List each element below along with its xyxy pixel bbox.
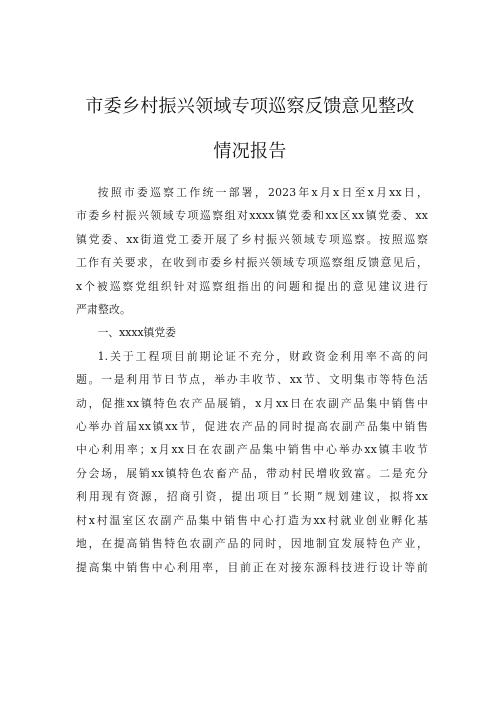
item-1-line: 地，在提高销售特色农副产品的同时，因地制宜发展特色产业，: [76, 537, 428, 551]
intro-line: 镇党委、xx街道党工委开展了乡村振兴领域专项巡察。按照巡察: [76, 232, 428, 246]
intro-line: 市委乡村振兴领域专项巡察组对xxxx镇党委和xx区xx镇党委、xx: [76, 209, 428, 223]
item-1-line: 1.关于工程项目前期论证不充分，财政资金利用率不高的问: [97, 349, 428, 363]
item-1-line: 村x村温室区农副产品集中销售中心打造为xx村就业创业孵化基: [76, 513, 428, 527]
intro-line: x个被巡察党组织针对巡察组指出的问题和提出的意见建议进行: [76, 279, 428, 293]
item-1-line: 利用现有资源，招商引资，提出项目“长期”规划建议，拟将xx: [76, 490, 428, 504]
item-1-line: 心举办首届xx镇xx节，促进农产品的同时提高农副产品集中销售: [76, 420, 428, 434]
item-1-line: 中心利用率；x月xx日在农副产品集中销售中心举办xx镇丰收节: [76, 443, 428, 457]
item-1-paragraph: [76, 345, 428, 579]
document-title-line-2: 情况报告: [213, 141, 287, 162]
intro-line: 按照市委巡察工作统一部署，2023年x月x日至x月xx日，: [97, 186, 428, 199]
item-1-line: 动，促推xx镇特色农产品展销，x月xx日在农副产品集中销售中: [76, 396, 428, 410]
item-1-line: 题。一是利用节日节点，举办丰收节、xx节、文明集市等特色活: [76, 373, 428, 387]
intro-paragraph: [76, 181, 428, 321]
document-body: [76, 181, 428, 579]
section-heading: 一、xxxx镇党委: [97, 326, 176, 340]
document-title-line-1: 市委乡村振兴领域专项巡察反馈意见整改: [85, 96, 415, 117]
item-1-line: 提高集中销售中心利用率，目前正在对接东源科技进行设计等前: [76, 560, 428, 574]
item-1-line: 分会场，展销xx镇特色农畜产品，带动村民增收致富。二是充分: [76, 466, 428, 480]
intro-line: 严肃整改。: [76, 303, 131, 317]
intro-line: 工作有关要求，在收到市委乡村振兴领域专项巡察组反馈意见后，: [76, 256, 428, 270]
